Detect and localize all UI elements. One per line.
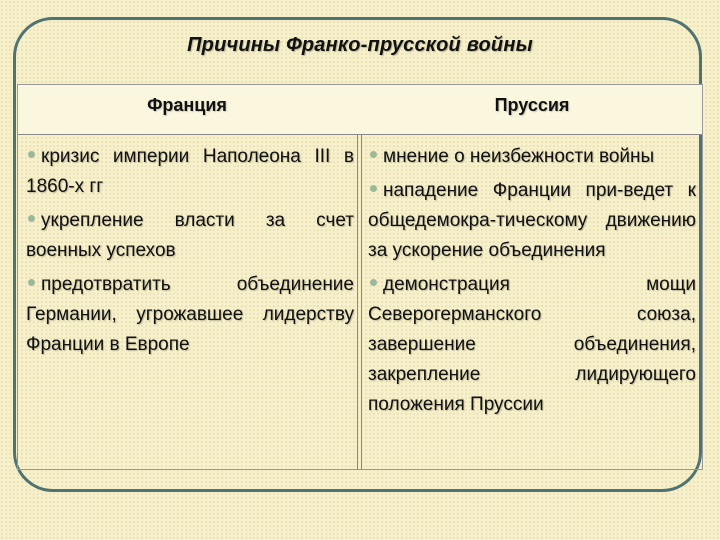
list-item	[368, 270, 696, 420]
item-text: предотвратить объединение Германии, угрожавшее лидерству Франции в Европе	[26, 274, 354, 355]
bullet-icon	[370, 279, 377, 286]
bullet-icon	[370, 151, 377, 158]
column-divider	[361, 135, 362, 469]
slide-title: Причины Франко-прусской войны	[187, 34, 533, 56]
item-text: укрепление власти за счет военных успехов	[26, 210, 354, 261]
list-item	[368, 176, 696, 266]
header-prussia: Пруссия	[494, 95, 570, 115]
bullet-icon	[28, 151, 35, 158]
list-item	[368, 142, 696, 172]
item-text: нападение Франции при-ведет к общедемокра-тическому движению за ускорение объединения	[368, 180, 696, 261]
bullet-icon	[28, 279, 35, 286]
causes-table	[17, 84, 703, 470]
list-item	[26, 142, 354, 202]
prussia-causes-list	[368, 142, 696, 424]
list-item	[26, 270, 354, 360]
column-divider	[357, 135, 358, 469]
item-text: мнение о неизбежности войны	[383, 146, 655, 167]
list-item	[26, 206, 354, 266]
table-header-row	[18, 85, 702, 135]
item-text: демонстрация мощи Северогерманского союза, завершение объединения, закрепление лидирующего положения Пруссии	[368, 274, 696, 415]
header-france: Франция	[147, 95, 227, 115]
bullet-icon	[28, 215, 35, 222]
item-text: кризис империи Наполеона III в 1860-х гг	[26, 146, 354, 197]
table-body	[18, 135, 702, 469]
bullet-icon	[370, 185, 377, 192]
france-causes-list	[26, 142, 354, 364]
